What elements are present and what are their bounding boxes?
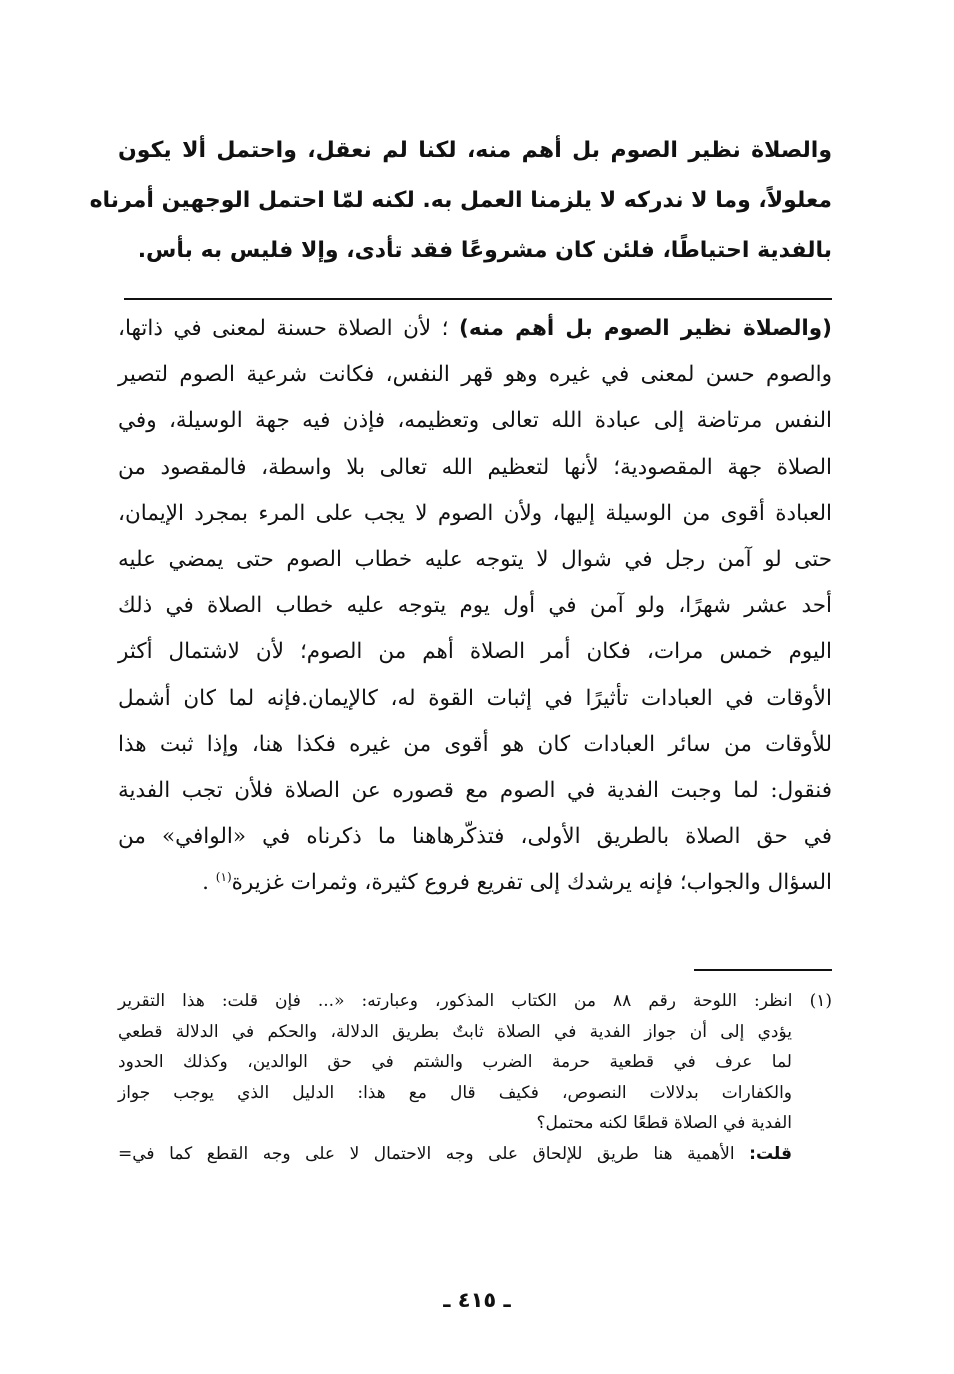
footnote-line-text: انظر: اللوحة رقم ٨٨ من الكتاب المذكور، وعبارته: «... فإن قلت: هذا التقرير	[118, 991, 793, 1011]
footnote-answer-label: قلت:	[749, 1143, 793, 1164]
commentary-line: في حق الصلاة بالطريق الأولى، فتذكّرهاهنا ما ذكرناه في «الوافي» من	[118, 824, 832, 850]
footnotes-block	[118, 986, 832, 1169]
footnote-answer-text: الأهمية هنا طريق للإلحاق على وجه الاحتمال لا على وجه القطع كما في	[132, 1143, 735, 1164]
sentence-end-mark: .	[202, 870, 209, 896]
commentary-line: النفس مرتاضة إلى عبادة الله تعالى وتعظيمه، فإذن فيه جهة الوسيلة، وفي	[118, 408, 832, 434]
commentary-line: للأوقات من سائر العبادات كان هو أقوى من غيره فكذا هنا، وإذا ثبت هذا	[118, 731, 832, 757]
footnote-line	[118, 986, 832, 1017]
commentary-line: العبادة أقوى من الوسيلة إليها، ولأن الصوم لا يجب على المرء بمجرد الإيمان،	[118, 500, 832, 526]
commentary-line: أحد عشر شهرًا، ولو آمن في أول يوم يتوجه عليه خطاب الصلاة في ذلك	[118, 593, 832, 619]
commentary-line: الأوقات في العبادات تأثيرًا في إثبات القوة له، كالإيمان.فإنه لما كان أشمل	[118, 685, 832, 711]
footnote-line: والكفارات بدلالات النصوص، فكيف قال مع هذا: الدليل الذي يوجب جواز	[118, 1082, 792, 1103]
main-text-line: معلولاً، وما لا ندركه لا يلزمنا العمل به. لكنه لمّا احتمل الوجهين أمرناه	[89, 188, 832, 213]
main-text-line: والصلاة نظير الصوم بل أهم منه، لكنا لم نعقل، واحتمل ألا يكون	[118, 138, 832, 163]
continuation-mark: =	[118, 1143, 133, 1164]
commentary-line: الصلاة جهة المقصودية؛ لأنها لتعظيم الله تعالى بلا واسطة، فالمقصود من	[118, 454, 832, 480]
main-text-separator-rule	[124, 298, 832, 300]
commentary-line	[118, 860, 832, 906]
commentary-line: حتى لو آمن رجل في شوال لا يتوجه عليه خطاب الصوم حتى يمضي عليه	[118, 547, 832, 573]
commentary-line-text: السؤال والجواب؛ فإنه يرشدك إلى تفريع فروع كثيرة، وثمرات غزيرة	[231, 870, 832, 896]
main-text-block	[89, 126, 832, 276]
footnote-line: لما عرف في قطعية حرمة الضرب والشتم في حق الوالدين، وكذلك الحدود	[118, 1052, 792, 1072]
page-number: ـ ٤١٥ ـ	[443, 1288, 511, 1312]
commentary-line	[118, 306, 832, 352]
footnote-reference[interactable]: (١)	[215, 870, 232, 885]
footnote-line: يؤدي إلى أن جواز الفدية في الصلاة ثابتٌ بطريق الدلالة، والحكم في الدلالة قطعي	[118, 1021, 792, 1042]
main-text-line: بالفدية احتياطًا، فلئن كان مشروعًا فقد تأدى، وإلا فليس به بأس.	[137, 238, 832, 263]
footnote-marker: (١)	[809, 991, 832, 1011]
footnote-line: الفدية في الصلاة قطعًا لكنه محتمل؟	[536, 1113, 792, 1133]
footnote-answer-line	[118, 1139, 832, 1170]
commentary-quoted-phrase: (والصلاة نظير الصوم بل أهم منه)	[459, 316, 832, 341]
footnote-separator-rule	[694, 969, 832, 971]
commentary-block	[118, 306, 832, 907]
commentary-line: اليوم خمس مرات، فكان أمر الصلاة أهم من الصوم؛ لأن لاشتمال أكثر	[118, 639, 832, 665]
commentary-line: والصوم حسن لمعنى في غيره وهو قهر النفس، فكانت شرعية الصوم لتصير	[118, 362, 832, 388]
commentary-line: فنقول: لما وجبت الفدية في الصوم مع قصوره عن الصلاة فلأن تجب الفدية	[118, 778, 832, 804]
commentary-line-text: ؛ لأن الصلاة حسنة لمعنى في ذاتها،	[118, 316, 449, 341]
